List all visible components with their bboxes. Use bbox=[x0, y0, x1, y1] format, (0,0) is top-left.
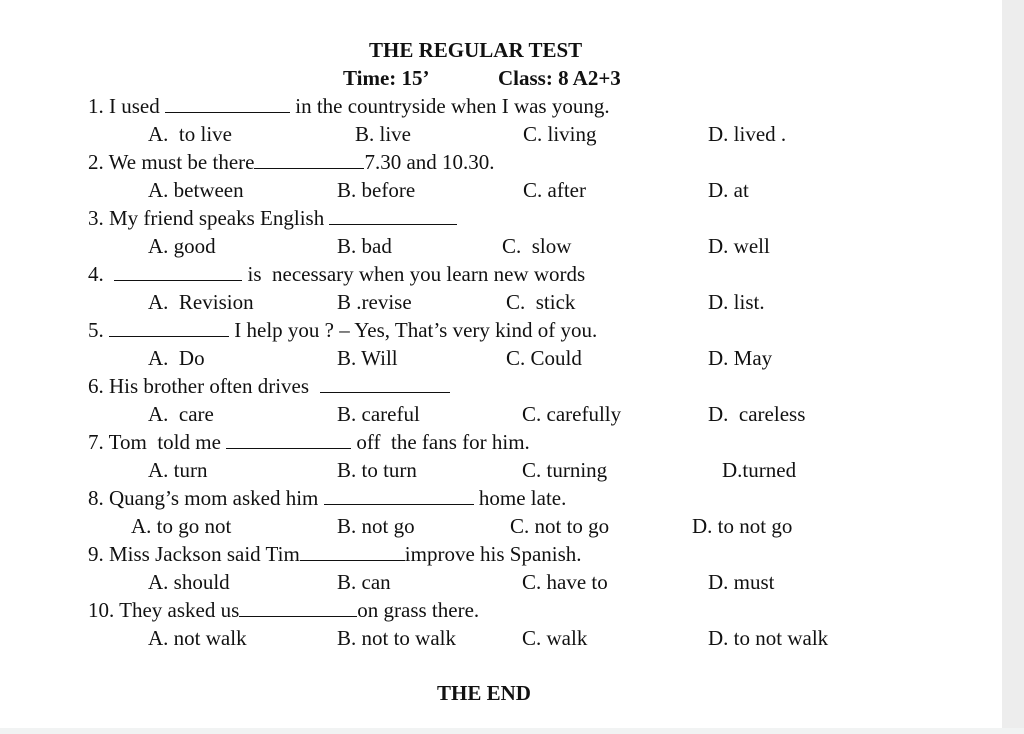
time-label: Time: 15’ bbox=[343, 66, 430, 90]
option-b: B. Will bbox=[337, 346, 398, 370]
question-7 bbox=[88, 430, 530, 454]
option-c: C. have to bbox=[522, 570, 608, 594]
answer-blank bbox=[329, 207, 457, 225]
option-c: C. walk bbox=[522, 626, 588, 650]
option-b: B. live bbox=[355, 122, 411, 146]
option-a: A. to live bbox=[148, 122, 232, 146]
answer-blank bbox=[254, 151, 364, 169]
bottom-edge bbox=[0, 728, 1024, 734]
option-a: A. not walk bbox=[148, 626, 247, 650]
option-a: A. Do bbox=[148, 346, 205, 370]
question-text-rest: I help you ? – Yes, That’s very kind of you. bbox=[229, 318, 598, 342]
question-4 bbox=[88, 262, 585, 286]
question-text: 10. They asked us bbox=[88, 598, 240, 622]
option-c: C. after bbox=[523, 178, 586, 202]
question-5 bbox=[88, 318, 597, 342]
question-text-rest: improve his Spanish. bbox=[404, 542, 582, 566]
option-b: B. to turn bbox=[337, 458, 417, 482]
question-2 bbox=[88, 150, 495, 174]
option-b: B. not to walk bbox=[337, 626, 456, 650]
option-d: D.turned bbox=[722, 458, 797, 482]
answer-blank bbox=[320, 375, 450, 393]
option-a: A. care bbox=[148, 402, 214, 426]
option-d: D. well bbox=[708, 234, 770, 258]
question-text: 8. Quang’s mom asked him bbox=[88, 486, 324, 510]
question-8 bbox=[88, 486, 566, 510]
question-text: 7. Tom told me bbox=[88, 430, 227, 454]
answer-blank bbox=[226, 431, 351, 449]
option-a: A. good bbox=[148, 234, 216, 258]
option-d: D. must bbox=[708, 570, 775, 594]
option-c: C. slow bbox=[502, 234, 572, 258]
option-a: A. should bbox=[148, 570, 230, 594]
option-d: D. at bbox=[708, 178, 749, 202]
end-label: THE END bbox=[437, 681, 531, 705]
page-title: THE REGULAR TEST bbox=[369, 38, 583, 62]
option-b: B .revise bbox=[337, 290, 412, 314]
question-text-rest: 7.30 and 10.30. bbox=[364, 150, 495, 174]
option-b: B. can bbox=[337, 570, 391, 594]
option-c: C. stick bbox=[506, 290, 576, 314]
question-text: 2. We must be there bbox=[88, 150, 255, 174]
option-a: A. turn bbox=[148, 458, 208, 482]
answer-blank bbox=[114, 263, 242, 281]
question-text-rest: is necessary when you learn new words bbox=[242, 262, 586, 286]
option-a: A. Revision bbox=[148, 290, 254, 314]
option-b: B. careful bbox=[337, 402, 420, 426]
option-c: C. Could bbox=[506, 346, 582, 370]
scroll-edge bbox=[1002, 0, 1024, 734]
option-d: D. list. bbox=[708, 290, 765, 314]
option-a: A. to go not bbox=[131, 514, 232, 538]
class-label: Class: 8 A2+3 bbox=[498, 66, 621, 90]
question-text-rest: off the fans for him. bbox=[351, 430, 530, 454]
option-a: A. between bbox=[148, 178, 244, 202]
answer-blank bbox=[239, 599, 357, 617]
question-text: 3. My friend speaks English bbox=[88, 206, 330, 230]
option-c: C. turning bbox=[522, 458, 608, 482]
question-1 bbox=[88, 94, 610, 118]
question-6 bbox=[88, 374, 450, 398]
option-b: B. not go bbox=[337, 514, 415, 538]
question-text: 1. I used bbox=[88, 94, 165, 118]
question-text: 5. bbox=[88, 318, 109, 342]
answer-blank bbox=[165, 95, 290, 113]
option-b: B. before bbox=[337, 178, 416, 202]
question-text: 6. His brother often drives bbox=[88, 374, 320, 398]
option-c: C. living bbox=[523, 122, 597, 146]
option-d: D. to not go bbox=[692, 514, 793, 538]
option-c: C. not to go bbox=[510, 514, 610, 538]
option-b: B. bad bbox=[337, 234, 392, 258]
question-10 bbox=[88, 598, 479, 622]
answer-blank bbox=[109, 319, 229, 337]
question-text: 4. bbox=[88, 262, 115, 286]
question-3 bbox=[88, 206, 457, 230]
option-d: D. May bbox=[708, 346, 773, 370]
answer-blank bbox=[324, 487, 474, 505]
question-9 bbox=[88, 542, 582, 566]
question-text-rest: home late. bbox=[473, 486, 567, 510]
question-text-rest: on grass there. bbox=[357, 598, 480, 622]
option-d: D. careless bbox=[708, 402, 806, 426]
option-d: D. lived . bbox=[708, 122, 787, 146]
option-d: D. to not walk bbox=[708, 626, 829, 650]
question-text: 9. Miss Jackson said Tim bbox=[88, 542, 300, 566]
answer-blank bbox=[300, 543, 405, 561]
question-text-rest: in the countryside when I was young. bbox=[290, 94, 610, 118]
option-c: C. carefully bbox=[522, 402, 622, 426]
